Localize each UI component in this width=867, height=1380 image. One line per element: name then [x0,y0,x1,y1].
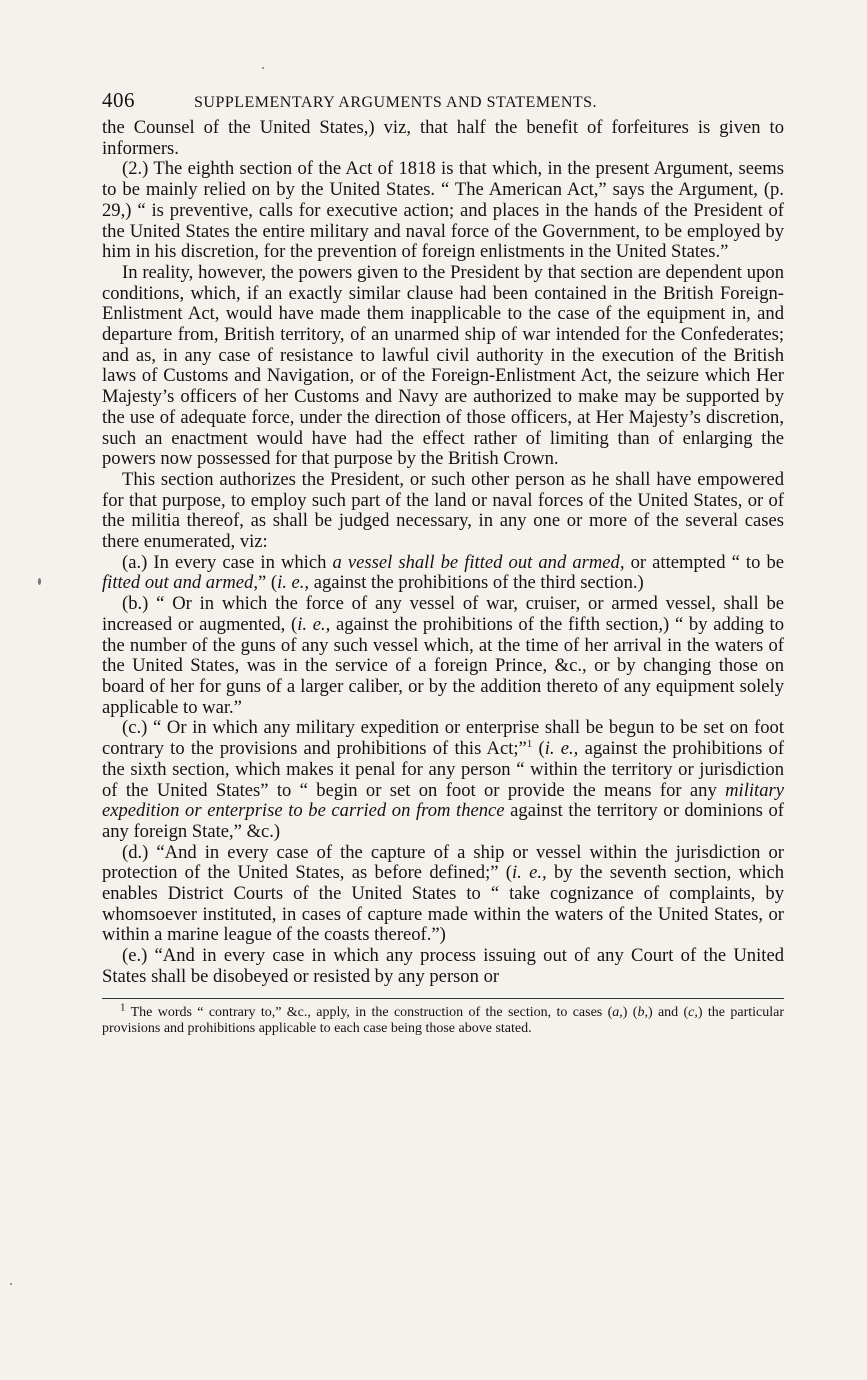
footnote-rule [102,998,784,999]
book-page [102,88,784,1037]
paragraph: This section authorizes the President, or such other person as he shall have empowered for that purpose, to employ such part of the land or naval forces of the United States, or of the militia thereof, as shall be judged necessary, in any one or more of the several cases there enumerated, viz: [102,468,784,553]
running-title: SUPPLEMENTARY ARGUMENTS AND STATEMENTS. [194,94,598,111]
case-c: (c.) “ Or in which any military expedition or enterprise shall be begun to be set on foot contrary to the provisions and prohibitions of this Act;”$^1$ (i. e., against the prohibitions of the sixth section, which makes it penal for any person “ within the territory or jurisdiction of the United States” to “ begin or set on foot or provide the means for any military expedition or enterprise to be carried on from thence against the territory or dominions of any foreign State,” &c.) [102,717,785,842]
footnote [102,1000,784,1037]
footnote-marker: 1 [526,737,533,750]
body-text [102,118,784,988]
scan-speck [38,578,41,585]
case-a: (a.) In every case in which a vessel shall be fitted out and armed, or attempted “ to be fitted out and armed,” (i. e., against the prohibitions of the third section.) [102,551,785,594]
case-b: (b.) “ Or in which the force of any vessel of war, cruiser, or armed vessel, shall be increased or augmented, (i. e., against the prohibitions of the fifth section,) “ by adding to the number of the guns of any such vessel which, at the time of her arrival in the waters of the United States, was in the service of a foreign Prince, &c., or by changing those on board of her for guns of a larger caliber, or by the addition thereto of any equipment solely applicable to war.” [102,593,784,718]
scan-speck [262,67,264,69]
footnote-text: $^1$ The words “ contrary to,” &c., apply, in the construction of the section, to cases (a,) (b,) and (c,) the particular provisions and prohibitions applicable to each case being those above stated. [102,1000,784,1036]
case-d: (d.) “And in every case of the capture of a ship or vessel within the jurisdiction or protection of the United States, as before defined;” (i. e., by the seventh section, which enables District Courts of the United States to “ take cognizance of complaints, by whomsoever instituted, in cases of capture made within the waters of the United States, or within a marine league of the coasts thereof.”) [102,841,785,946]
page-number: 406 [102,88,135,112]
paragraph: the Counsel of the United States,) viz, that half the benefit of forfeitures is given to informers. [102,117,784,159]
paragraph: (2.) The eighth section of the Act of 1818 is that which, in the present Argument, seems to be mainly relied on by the United States. “ The American Act,” says the Argument, (p. 29,) “ is preventive, calls for executive action; and places in the hands of the President of the United States the entire military and naval force of the Government, to be employed by him in his discretion, for the prevention of foreign enlistments in the United States.” [102,158,784,263]
paragraph: In reality, however, the powers given to the President by that section are dependent upon conditions, which, if an exactly similar clause had been contained in the British Foreign-Enlistment Act, would have made them inapplicable to the case of the equipment in, and departure from, British territory, of an unarmed ship of war intended for the Confederates; and as, in any case of resistance to lawful civil authority in the execution of the British laws of Customs and Navigation, or of the Foreign-Enlistment Act, the seizure which Her Majesty’s officers of her Customs and Navy are authorized to make may be supported by the use of adequate force, under the direction of those officers, at Her Majesty’s discretion, such an enactment would have had the effect rather of limiting than of enlarging the powers now possessed for that purpose by the British Crown. [102,261,784,470]
case-e: (e.) “And in every case in which any process issuing out of any Court of the United States shall be disobeyed or resisted by any person or [102,945,784,987]
scan-speck [10,1283,12,1285]
page-header [102,88,784,118]
